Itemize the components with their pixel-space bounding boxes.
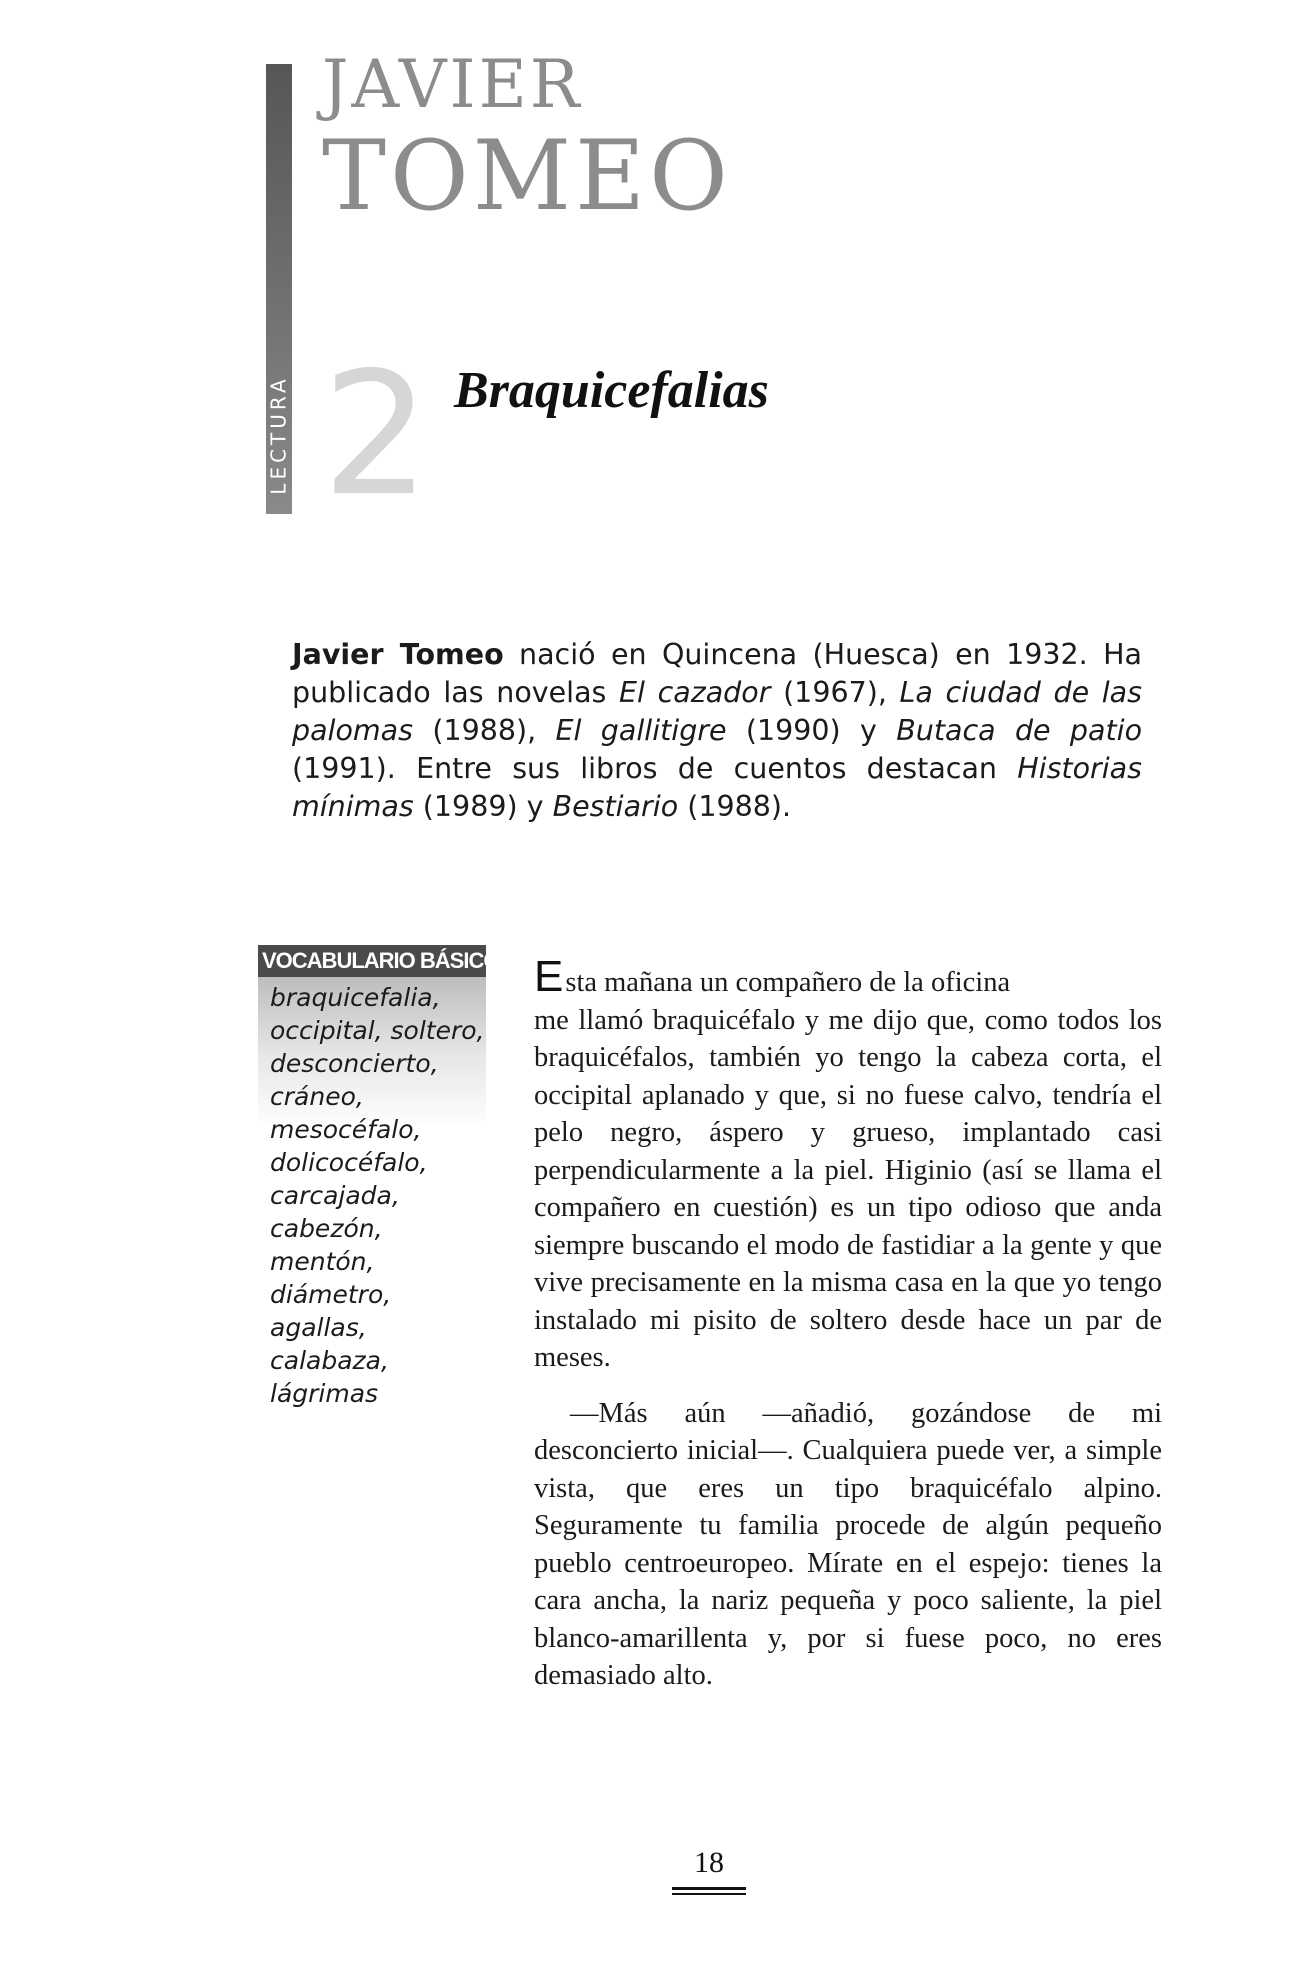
story-paragraph [534,952,1162,1377]
author-last-name: TOMEO [322,120,732,232]
vocabulary-item: calabaza, [270,1346,389,1375]
bio-book-title: Historias mínimas [292,752,1142,823]
story-text [534,952,1162,1695]
vocabulary-item: diámetro, [270,1280,392,1309]
bio-author-name: Javier Tomeo [292,638,504,671]
vocabulary-title: VOCABULARIO BÁSICO [258,945,486,977]
vocabulary-item: cabezón, [270,1214,383,1243]
bio-text: (1988), [413,714,556,747]
vocabulary-item: carcajada, [270,1181,400,1210]
bio-text: (1988). [678,790,792,823]
vocabulary-item: agallas, [270,1313,367,1342]
bio-text: (1989) y [413,790,553,823]
vocabulary-item: mentón, [270,1247,375,1276]
bio-book-title: El cazador [619,676,771,709]
drop-cap: E [534,952,564,1001]
vocabulary-box [258,945,500,1410]
reading-number: 2 [322,336,431,534]
vocabulary-item: occipital, soltero, [270,1016,485,1045]
vocabulary-item: cráneo, [270,1082,364,1111]
vocabulary-item: dolicocéfalo, [270,1148,428,1177]
reading-title: Braquicefalias [454,362,769,419]
bio-book-title: El gallitigre [555,714,727,747]
bio-text: (1990) y [726,714,897,747]
bio-book-title: La ciudad de las palomas [292,676,1142,747]
first-line-text: sta mañana un compañero de la oficina [565,967,1011,998]
story-paragraph: —Más aún —añadió, gozándose de mi desconcierto inicial—. Cualquiera puede ver, a simple vista, que eres un tipo braquicéfalo alpino. Seguramente tu familia procede de algún pequeño pueblo centroeuropeo. Mírate en el espejo: tienes la cara ancha, la nariz pequeña y poco saliente, la piel blanco-amarillenta y, por si fuese poco, no eres demasiado alto. [534,1397,1162,1691]
page-number-rule [672,1887,746,1895]
author-bio [292,636,1142,826]
vocabulary-list [258,977,486,1410]
bio-text: (1967), [770,676,900,709]
first-line [534,952,1162,1002]
bio-text: (1991). Entre sus libros de cuentos destacan [292,752,1018,785]
vocabulary-item: mesocéfalo, [270,1115,422,1144]
paragraph-text: me llamó braquicéfalo y me dijo que, como todos los braquicéfalos, también yo tengo la cabeza corta, el occipital aplanado y que, si no fuese calvo, tendría el pelo negro, áspero y grueso, implantado casi perpendicularmente a la piel. Higinio (así se llama el compañero en cuestión) es un tipo odioso que anda siempre buscando el modo de fastidiar a la gente y que vive precisamente en la misma casa en la que yo tengo instalado mi pisito de soltero desde hace un par de meses. [534,1004,1162,1373]
vocabulary-item: lágrimas [270,1379,379,1408]
author-first-name: JAVIER [322,46,583,123]
page-number: 18 [694,1846,724,1879]
bio-book-title: Bestiario [552,790,679,823]
section-label [266,350,292,520]
vocabulary-item: desconcierto, [270,1049,439,1078]
bio-book-title: Butaca de patio [896,714,1143,747]
bio-text: nació en Quincena (Huesca) en 1932. Ha publicado las novelas [292,638,1142,709]
section-label-text: LECTURA [267,375,291,495]
vocabulary-item: braquicefalia, [270,983,441,1012]
